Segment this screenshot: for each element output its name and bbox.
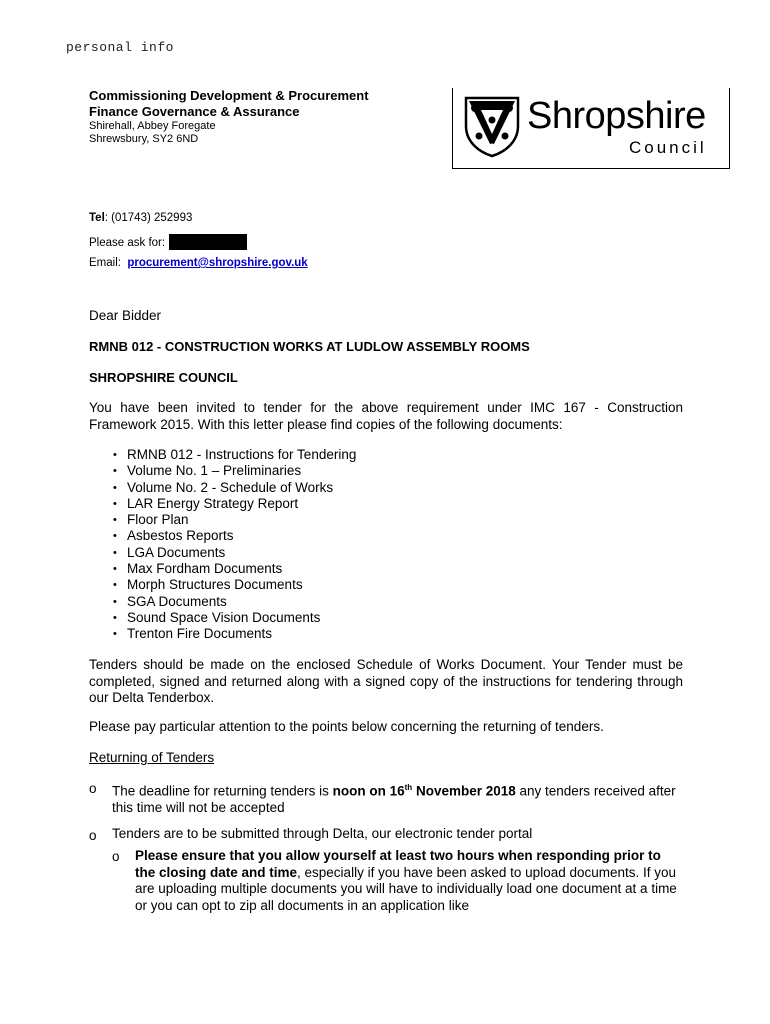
document-list-item: • Trenton Fire Documents: [89, 626, 589, 642]
time-allowance-point: [135, 848, 683, 914]
document-list-item: • Floor Plan: [89, 512, 589, 528]
address-line-1: Shirehall, Abbey Foregate: [89, 120, 216, 132]
document-list-item: • Sound Space Vision Documents: [89, 610, 589, 626]
deadline-date: noon on 16: [332, 783, 405, 799]
letter-title: RMNB 012 - CONSTRUCTION WORKS AT LUDLOW ASSEMBLY ROOMS: [89, 339, 530, 354]
logo-wordmark: Shropshire: [527, 95, 706, 137]
document-list-item: • Morph Structures Documents: [89, 577, 589, 593]
deadline-date-suffix: th: [404, 783, 413, 792]
shield-crest-icon: [463, 96, 521, 158]
bullet-marker: o: [89, 828, 97, 843]
deadline-text-rest: any tenders received after this time will not be accepted: [112, 783, 676, 815]
logo-subtitle: Council: [629, 138, 707, 157]
section-heading-returning-tenders: Returning of Tenders: [89, 750, 215, 765]
email-label: Email:: [89, 257, 121, 269]
letter-subtitle: SHROPSHIRE COUNCIL: [89, 370, 238, 385]
redaction-box: [169, 234, 247, 250]
deadline-point: [112, 780, 684, 817]
intro-paragraph: You have been invited to tender for the above requirement under IMC 167 - Construction Framework 2015. With this letter please find copies of the following documents:: [89, 400, 683, 432]
telephone-line: [89, 212, 192, 224]
instructions-paragraph: Tenders should be made on the enclosed Schedule of Works Document. Your Tender must be completed, signed and returned along with a signed copy of the instructions for tendering through our Delta Tenderbox.: [89, 657, 683, 705]
deadline-text: The deadline for returning tenders is: [112, 783, 333, 799]
time-allowance-text: , especially if you have been asked to upload documents. If you are uploading multiple documents you will have to individually load one document at a time or you can opt to zip all documents in an application like: [135, 864, 677, 913]
document-list-item: • SGA Documents: [89, 594, 589, 610]
salutation: Dear Bidder: [89, 308, 162, 323]
department-line-1: Commissioning Development & Procurement: [89, 88, 369, 103]
council-logo: [452, 88, 730, 169]
document-list-item: • Max Fordham Documents: [89, 561, 589, 577]
attention-paragraph: Please pay particular attention to the points below concerning the returning of tenders.: [89, 719, 604, 734]
documents-list: [89, 447, 589, 643]
time-allowance-emphasis: Please ensure that you allow yourself at least two hours when responding prior to the closing date and time: [135, 848, 661, 880]
document-list-item: • RMNB 012 - Instructions for Tendering: [89, 447, 589, 463]
document-list-item: • LGA Documents: [89, 545, 589, 561]
deadline-month: November 2018: [412, 783, 516, 799]
document-list-item: • LAR Energy Strategy Report: [89, 496, 589, 512]
ask-for-line: [89, 234, 247, 250]
bullet-marker: o: [89, 781, 97, 796]
delta-portal-point: Tenders are to be submitted through Delta, our electronic tender portal: [112, 826, 533, 841]
tel-value: : (01743) 252993: [104, 212, 193, 224]
department-line-2: Finance Governance & Assurance: [89, 104, 300, 119]
sub-bullet-marker: o: [112, 849, 120, 864]
email-link[interactable]: procurement@shropshire.gov.uk: [127, 257, 308, 269]
address-line-2: Shrewsbury, SY2 6ND: [89, 133, 199, 145]
document-list-item: • Asbestos Reports: [89, 528, 589, 544]
document-list-item: • Volume No. 2 - Schedule of Works: [89, 480, 589, 496]
ask-for-label: Please ask for:: [89, 237, 166, 249]
email-line: [89, 257, 308, 269]
personal-info-note: personal info: [66, 40, 174, 55]
tel-label: Tel: [89, 212, 105, 224]
sender-header: [89, 88, 429, 146]
document-list-item: • Volume No. 1 – Preliminaries: [89, 463, 589, 479]
